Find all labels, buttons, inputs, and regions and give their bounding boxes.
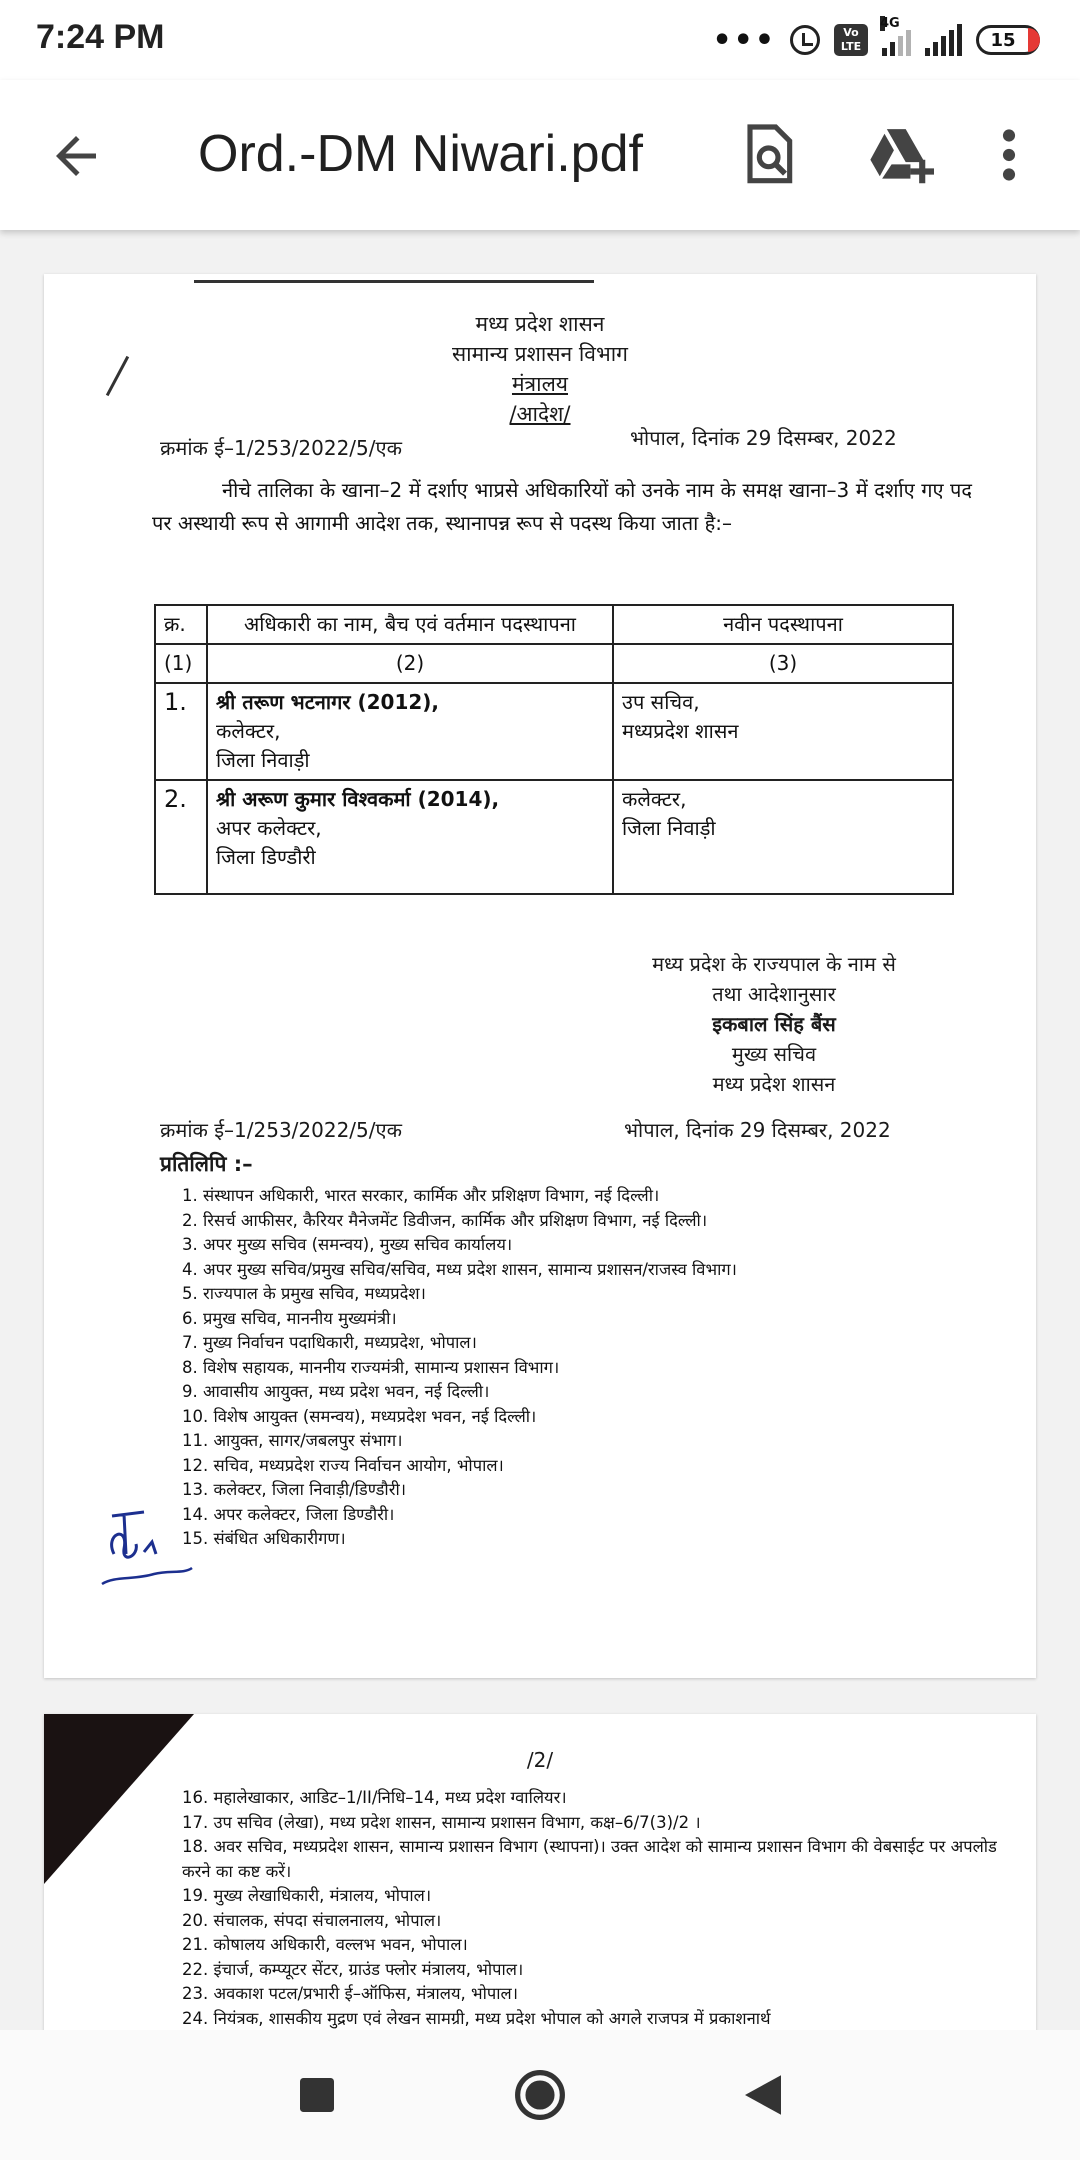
more-options-button[interactable] bbox=[984, 120, 1034, 190]
add-to-drive-button[interactable] bbox=[866, 120, 936, 190]
table-cell: (3) bbox=[613, 644, 953, 683]
more-notifications-icon: ••• bbox=[712, 22, 776, 58]
table-cell: (2) bbox=[207, 644, 613, 683]
search-document-button[interactable] bbox=[736, 120, 806, 190]
signal-strength-icon bbox=[925, 24, 962, 56]
arrow-left-icon bbox=[46, 126, 106, 186]
table-header-cell: नवीन पदस्थापना bbox=[613, 605, 953, 644]
header-line-2: सामान्य प्रशासन विभाग bbox=[451, 342, 629, 366]
list-item: 18. अवर सचिव, मध्यप्रदेश शासन, सामान्य प्रशासन विभाग (स्थापना)। उक्त आदेश को सामान्य प्रशासन विभाग की वेबसाईट पर अपलोड करने का कष्ट करें। bbox=[182, 1837, 997, 1881]
triangle-back-icon bbox=[745, 2075, 781, 2115]
back-nav-button[interactable] bbox=[728, 2060, 798, 2130]
list-item: 21. कोषालय अधिकारी, वल्लभ भवन, भोपाल। bbox=[182, 1935, 468, 1954]
list-item: 19. मुख्य लेखाधिकारी, मंत्रालय, भोपाल। bbox=[182, 1886, 432, 1905]
officer-district: जिला निवाड़ी bbox=[216, 748, 310, 772]
circle-home-icon bbox=[514, 2069, 566, 2121]
list-item: 8. विशेष सहायक, माननीय राज्यमंत्री, सामान्य प्रशासन विभाग। bbox=[182, 1357, 560, 1377]
officer-district: जिला डिण्डौरी bbox=[216, 845, 316, 869]
recents-button[interactable] bbox=[282, 2060, 352, 2130]
list-item: 1. संस्थापन अधिकारी, भारत सरकार, कार्मिक और प्रशिक्षण विभाग, नई दिल्ली। bbox=[182, 1186, 660, 1205]
list-item: 3. अपर मुख्य सचिव (समन्वय), मुख्य सचिव कार्यालय। bbox=[182, 1235, 513, 1254]
signature-line-2: तथा आदेशानुसार bbox=[712, 982, 836, 1006]
officer-post: कलेक्टर, bbox=[216, 719, 281, 743]
network-type-label: 4G bbox=[880, 16, 900, 31]
signatory-name: इकबाल सिंह बैंस bbox=[712, 1012, 836, 1036]
officer-post: अपर कलेक्टर, bbox=[216, 816, 322, 840]
new-post-office: मध्यप्रदेश शासन bbox=[622, 719, 739, 743]
volte-icon: Vo LTE bbox=[834, 24, 868, 56]
list-item: 15. संबंधित अधिकारीगण। bbox=[182, 1529, 346, 1548]
list-item: 20. संचालक, संपदा संचालनालय, भोपाल। bbox=[182, 1910, 442, 1930]
table-cell bbox=[207, 683, 613, 780]
table-header-cell: अधिकारी का नाम, बैच एवं वर्तमान पदस्थापना bbox=[207, 605, 613, 644]
list-item: 4. अपर मुख्य सचिव/प्रमुख सचिव/सचिव, मध्य प्रदेश शासन, सामान्य प्रशासन/राजस्व विभाग। bbox=[182, 1259, 737, 1279]
table-numbering-row bbox=[155, 644, 953, 683]
table-cell: 2. bbox=[155, 780, 207, 894]
scan-line bbox=[194, 280, 594, 283]
copy-heading: प्रतिलिपि :– bbox=[160, 1152, 253, 1176]
new-post: कलेक्टर, bbox=[622, 787, 687, 811]
order-intro: नीचे तालिका के खाना–2 में दर्शाए भाप्रसे अधिकारियों को उनके नाम के समक्ष खाना–3 में दर्शाए गए पद पर अस्थायी रूप से आगामी आदेश तक, स्थानापन्न रूप से पदस्थ किया जाता है:– bbox=[152, 478, 972, 535]
square-icon bbox=[300, 2078, 334, 2112]
back-button[interactable] bbox=[46, 126, 106, 186]
table-row bbox=[155, 780, 953, 894]
list-item: 23. अवकाश पटल/प्रभारी ई–ऑफिस, मंत्रालय, भोपाल। bbox=[182, 1984, 518, 2003]
table-cell bbox=[613, 683, 953, 780]
header-line-1: मध्य प्रदेश शासन bbox=[475, 312, 605, 336]
drive-add-icon bbox=[868, 125, 934, 185]
battery-level: 15 bbox=[990, 29, 1016, 51]
alarm-icon bbox=[790, 25, 820, 55]
officer-name: श्री तरूण भटनागर (2012), bbox=[216, 690, 440, 714]
list-item: 22. इंचार्ज, कम्प्यूटर सेंटर, ग्राउंड फ्लोर मंत्रालय, भोपाल। bbox=[182, 1959, 524, 1979]
order-place-date: भोपाल, दिनांक 29 दिसम्बर, 2022 bbox=[630, 426, 897, 450]
table-cell: 1. bbox=[155, 683, 207, 780]
more-vertical-icon bbox=[1001, 129, 1017, 181]
document-title: Ord.-DM Niwari.pdf bbox=[198, 125, 643, 183]
navigation-bar bbox=[0, 2030, 1080, 2160]
list-item: 11. आयुक्त, सागर/जबलपुर संभाग। bbox=[182, 1431, 403, 1450]
status-icons bbox=[712, 18, 1040, 62]
page-number: /2/ bbox=[526, 1748, 554, 1772]
battery-icon bbox=[976, 25, 1040, 55]
list-item: 10. विशेष आयुक्त (समन्वय), मध्यप्रदेश भवन, नई दिल्ली। bbox=[182, 1406, 537, 1426]
signatory-designation: मुख्य सचिव bbox=[731, 1042, 817, 1066]
order-number-copy: क्रमांक ई–1/253/2022/5/एक bbox=[160, 1118, 402, 1142]
list-item: 6. प्रमुख सचिव, माननीय मुख्यमंत्री। bbox=[182, 1308, 397, 1328]
posting-table bbox=[154, 604, 954, 895]
list-item: 12. सचिव, मध्यप्रदेश राज्य निर्वाचन आयोग, भोपाल। bbox=[182, 1455, 504, 1475]
list-item: 17. उप सचिव (लेखा), मध्य प्रदेश शासन, सामान्य प्रशासन विभाग, कक्ष–6/7(3)/2 । bbox=[182, 1812, 701, 1832]
order-number: क्रमांक ई–1/253/2022/5/एक bbox=[160, 436, 402, 460]
table-cell: (1) bbox=[155, 644, 207, 683]
status-bar bbox=[0, 0, 1080, 80]
list-item: 13. कलेक्टर, जिला निवाड़ी/डिण्डौरी। bbox=[182, 1480, 406, 1499]
handwritten-signature bbox=[94, 1494, 204, 1604]
pdf-viewer[interactable] bbox=[0, 230, 1080, 2030]
pdf-page-2 bbox=[44, 1714, 1036, 2030]
table-cell bbox=[613, 780, 953, 894]
status-time: 7:24 PM bbox=[36, 18, 165, 56]
table-header-row bbox=[155, 605, 953, 644]
signal-4g-icon bbox=[880, 16, 911, 56]
scan-shadow bbox=[44, 1714, 194, 1884]
officer-name: श्री अरूण कुमार विश्वकर्मा (2014), bbox=[216, 787, 500, 811]
list-item: 5. राज्यपाल के प्रमुख सचिव, मध्यप्रदेश। bbox=[182, 1284, 426, 1303]
pdf-page-1 bbox=[44, 274, 1036, 1678]
new-post-office: जिला निवाड़ी bbox=[622, 816, 716, 840]
list-item: 14. अपर कलेक्टर, जिला डिण्डौरी। bbox=[182, 1504, 395, 1524]
copy-list-continued bbox=[182, 1786, 1002, 2030]
signatory-office: मध्य प्रदेश शासन bbox=[712, 1072, 836, 1096]
list-item: 9. आवासीय आयुक्त, मध्य प्रदेश भवन, नई दिल्ली। bbox=[182, 1382, 490, 1401]
order-place-date-copy: भोपाल, दिनांक 29 दिसम्बर, 2022 bbox=[624, 1118, 891, 1142]
signature-line-1: मध्य प्रदेश के राज्यपाल के नाम से bbox=[652, 952, 896, 976]
copy-list bbox=[182, 1184, 737, 1552]
header-line-4: /आदेश/ bbox=[509, 402, 571, 426]
list-item: 24. नियंत्रक, शासकीय मुद्रण एवं लेखन सामग्री, मध्य प्रदेश भोपाल को अगले राजपत्र में प्रकाशनार्थ bbox=[182, 2008, 771, 2028]
table-header-cell: क्र. bbox=[155, 605, 207, 644]
document-search-icon bbox=[743, 124, 799, 186]
list-item: 7. मुख्य निर्वाचन पदाधिकारी, मध्यप्रदेश, भोपाल। bbox=[182, 1333, 477, 1352]
app-bar bbox=[0, 80, 1080, 230]
list-item: 16. महालेखाकार, आडिट–1/II/निधि–14, मध्य प्रदेश ग्वालियर। bbox=[182, 1788, 567, 1807]
table-row bbox=[155, 683, 953, 780]
header-line-3: मंत्रालय bbox=[511, 372, 568, 396]
table-cell bbox=[207, 780, 613, 894]
list-item: 2. रिसर्च आफीसर, कैरियर मैनेजमेंट डिवीजन, कार्मिक और प्रशिक्षण विभाग, नई दिल्ली। bbox=[182, 1210, 708, 1230]
new-post: उप सचिव, bbox=[622, 690, 700, 714]
home-button[interactable] bbox=[505, 2060, 575, 2130]
